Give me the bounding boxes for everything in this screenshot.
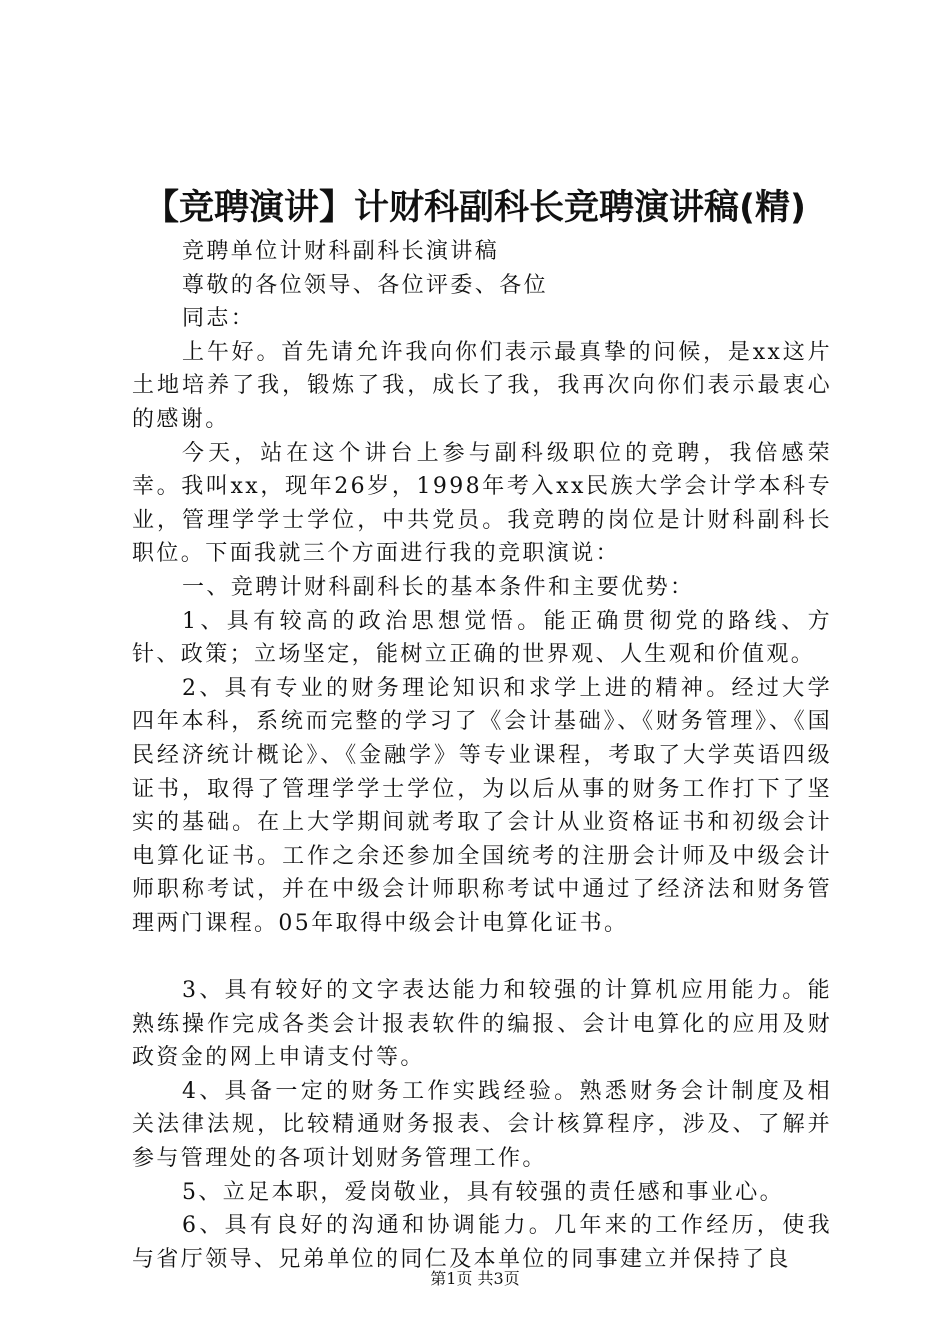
document-body bbox=[132, 235, 832, 1276]
paragraph-greeting: 上午好。首先请允许我向你们表示最真挚的问候，是xx这片土地培养了我，锻炼了我，成长了我，我再次向你们表示最衷心的感谢。 bbox=[132, 339, 832, 432]
paragraph-item-5: 5、立足本职，爱岗敬业，具有较强的责任感和事业心。 bbox=[182, 1179, 784, 1205]
paragraph-section-1: 一、竞聘计财科副科长的基本条件和主要优势： bbox=[182, 574, 695, 600]
paragraph-item-1: 1、具有较高的政治思想觉悟。能正确贯彻党的路线、方针、政策；立场坚定，能树立正确的世界观、人生观和价值观。 bbox=[132, 608, 832, 668]
paragraph-salutation: 尊敬的各位领导、各位评委、各位 bbox=[182, 272, 549, 298]
paragraph-item-2: 2、具有专业的财务理论知识和求学上进的精神。经过大学四年本科，系统而完整的学习了《会计基础》、《财务管理》、《国民经济统计概论》、《金融学》等专业课程，考取了大学英语四级证书，取得了管理学学士学位，为以后从事的财务工作打下了坚实的基础。在上大学期间就考取了会计从业资格证书和初级会计电算化证书。工作之余还参加全国统考的注册会计师及中级会计师职称考试，并在中级会计师职称考试中通过了经济法和财务管理两门课程。05年取得中级会计电算化证书。 bbox=[132, 675, 832, 936]
paragraph-unit: 竞聘单位计财科副科长演讲稿 bbox=[182, 239, 500, 264]
page-footer: 第1页 共3页 bbox=[430, 1269, 520, 1288]
paragraph-spacer bbox=[132, 940, 832, 974]
paragraph-salutation-end: 同志： bbox=[182, 306, 256, 332]
paragraph-item-3: 3、具有较好的文字表达能力和较强的计算机应用能力。能熟练操作完成各类会计报表软件的编报、会计电算化的应用及财政资金的网上申请支付等。 bbox=[132, 978, 832, 1071]
paragraph-item-4: 4、具备一定的财务工作实践经验。熟悉财务会计制度及相关法律法规，比较精通财务报表、会计核算程序，涉及、了解并参与管理处的各项计划财务管理工作。 bbox=[132, 1078, 832, 1172]
page-title: 【竞聘演讲】计财科副科长竞聘演讲稿(精) bbox=[144, 188, 806, 228]
paragraph-intro: 今天，站在这个讲台上参与副科级职位的竞聘，我倍感荣幸。我叫xx，现年26岁，1998年考入xx民族大学会计学本科专业，管理学学士学位，中共党员。我竞聘的岗位是计财科副科长职位。下面我就三个方面进行我的竞职演说： bbox=[132, 440, 832, 567]
paragraph-item-6: 6、具有良好的沟通和协调能力。几年来的工作经历，使我与省厅领导、兄弟单位的同仁及本单位的同事建立并保持了良 bbox=[132, 1213, 832, 1272]
